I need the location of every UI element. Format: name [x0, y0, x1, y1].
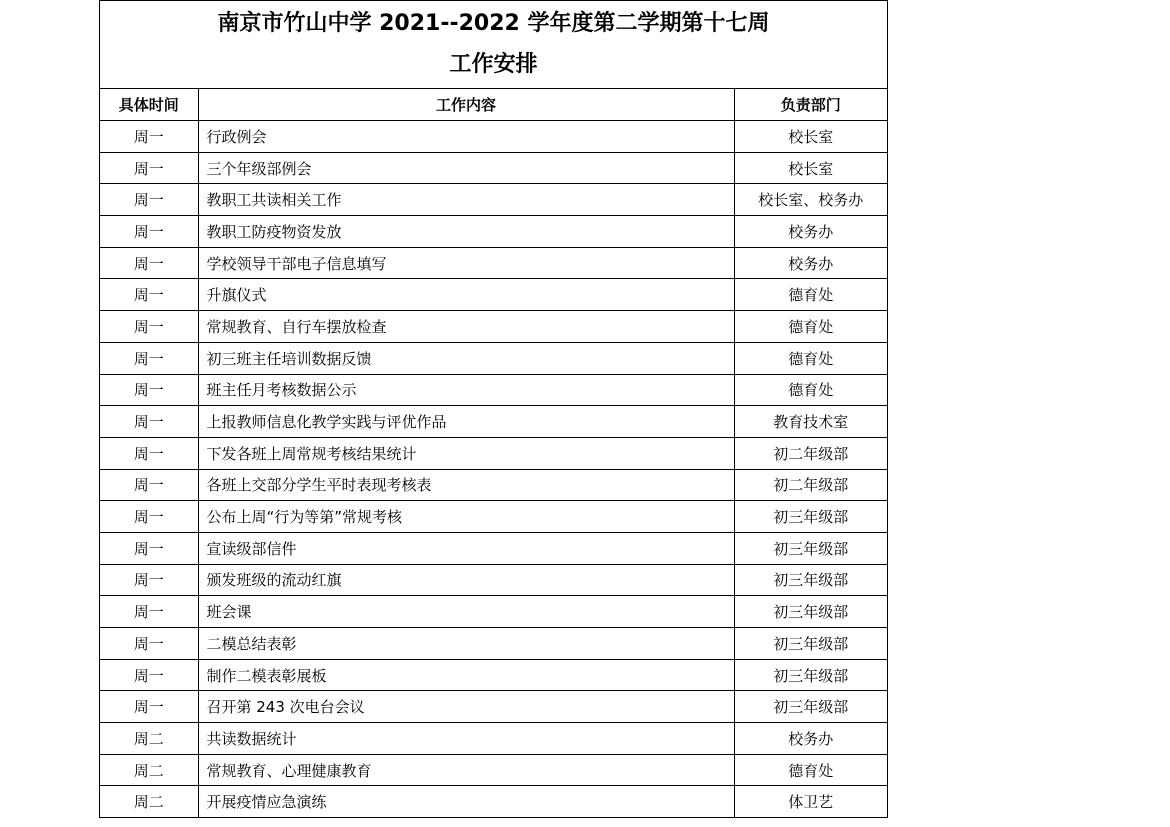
cell-content: 上报教师信息化教学实践与评优作品: [198, 406, 734, 438]
cell-time: 周一: [100, 691, 198, 723]
table-row: [100, 723, 887, 755]
table-row: [100, 659, 887, 691]
cell-time: 周一: [100, 121, 198, 153]
cell-time: 周二: [100, 786, 198, 817]
table-row: [100, 469, 887, 501]
cell-time: 周一: [100, 406, 198, 438]
header-dept: 负责部门: [734, 89, 887, 121]
header-content: 工作内容: [198, 89, 734, 121]
table-row: [100, 279, 887, 311]
cell-content: 行政例会: [198, 121, 734, 153]
cell-dept: 校长室: [734, 152, 887, 184]
header-time: 具体时间: [100, 89, 198, 121]
table-row: [100, 691, 887, 723]
cell-dept: 校长室、校务办: [734, 184, 887, 216]
schedule-sheet: [99, 0, 888, 818]
table-row: [100, 247, 887, 279]
cell-dept: 德育处: [734, 342, 887, 374]
cell-content: 常规教育、心理健康教育: [198, 754, 734, 786]
document-title: 南京市竹山中学 2021--2022 学年度第二学期第十七周: [217, 11, 770, 36]
cell-content: 下发各班上周常规考核结果统计: [198, 437, 734, 469]
cell-time: 周一: [100, 501, 198, 533]
table-row: [100, 754, 887, 786]
cell-dept: 德育处: [734, 279, 887, 311]
cell-time: 周一: [100, 659, 198, 691]
cell-time: 周一: [100, 216, 198, 248]
table-row: [100, 184, 887, 216]
schedule-table: [100, 89, 887, 817]
cell-content: 公布上周“行为等第”常规考核: [198, 501, 734, 533]
cell-time: 周一: [100, 437, 198, 469]
table-row: [100, 311, 887, 343]
table-row: [100, 532, 887, 564]
cell-time: 周一: [100, 342, 198, 374]
table-row: [100, 437, 887, 469]
cell-time: 周一: [100, 184, 198, 216]
table-row: [100, 342, 887, 374]
cell-time: 周一: [100, 532, 198, 564]
cell-dept: 体卫艺: [734, 786, 887, 817]
cell-content: 教职工防疫物资发放: [198, 216, 734, 248]
cell-content: 班主任月考核数据公示: [198, 374, 734, 406]
cell-time: 周一: [100, 279, 198, 311]
cell-content: 二模总结表彰: [198, 628, 734, 660]
title-block: [100, 1, 887, 89]
cell-dept: 校务办: [734, 216, 887, 248]
cell-dept: 校务办: [734, 247, 887, 279]
cell-content: 教职工共读相关工作: [198, 184, 734, 216]
cell-time: 周一: [100, 564, 198, 596]
cell-dept: 初三年级部: [734, 659, 887, 691]
cell-content: 颁发班级的流动红旗: [198, 564, 734, 596]
table-row: [100, 374, 887, 406]
document-subtitle: 工作安排: [449, 52, 538, 77]
cell-time: 周二: [100, 754, 198, 786]
cell-dept: 初三年级部: [734, 564, 887, 596]
table-row: [100, 564, 887, 596]
cell-dept: 校长室: [734, 121, 887, 153]
table-row: [100, 596, 887, 628]
table-row: [100, 216, 887, 248]
cell-content: 常规教育、自行车摆放检查: [198, 311, 734, 343]
cell-time: 周一: [100, 152, 198, 184]
cell-dept: 初三年级部: [734, 532, 887, 564]
table-row: [100, 121, 887, 153]
cell-time: 周一: [100, 374, 198, 406]
cell-time: 周一: [100, 628, 198, 660]
cell-time: 周一: [100, 311, 198, 343]
cell-time: 周二: [100, 723, 198, 755]
cell-content: 班会课: [198, 596, 734, 628]
cell-dept: 德育处: [734, 754, 887, 786]
cell-dept: 初三年级部: [734, 596, 887, 628]
cell-dept: 德育处: [734, 311, 887, 343]
cell-content: 升旗仪式: [198, 279, 734, 311]
table-row: [100, 628, 887, 660]
cell-dept: 初三年级部: [734, 691, 887, 723]
table-row: [100, 406, 887, 438]
cell-content: 宣读级部信件: [198, 532, 734, 564]
cell-content: 三个年级部例会: [198, 152, 734, 184]
cell-time: 周一: [100, 469, 198, 501]
table-row: [100, 786, 887, 817]
cell-content: 学校领导干部电子信息填写: [198, 247, 734, 279]
table-row: [100, 501, 887, 533]
cell-dept: 初二年级部: [734, 437, 887, 469]
cell-dept: 德育处: [734, 374, 887, 406]
table-row: [100, 152, 887, 184]
table-header-row: [100, 89, 887, 121]
cell-dept: 初二年级部: [734, 469, 887, 501]
cell-dept: 教育技术室: [734, 406, 887, 438]
cell-time: 周一: [100, 247, 198, 279]
cell-content: 制作二模表彰展板: [198, 659, 734, 691]
cell-dept: 校务办: [734, 723, 887, 755]
cell-content: 开展疫情应急演练: [198, 786, 734, 817]
cell-content: 召开第 243 次电台会议: [198, 691, 734, 723]
cell-time: 周一: [100, 596, 198, 628]
cell-dept: 初三年级部: [734, 501, 887, 533]
cell-dept: 初三年级部: [734, 628, 887, 660]
cell-content: 共读数据统计: [198, 723, 734, 755]
cell-content: 各班上交部分学生平时表现考核表: [198, 469, 734, 501]
cell-content: 初三班主任培训数据反馈: [198, 342, 734, 374]
